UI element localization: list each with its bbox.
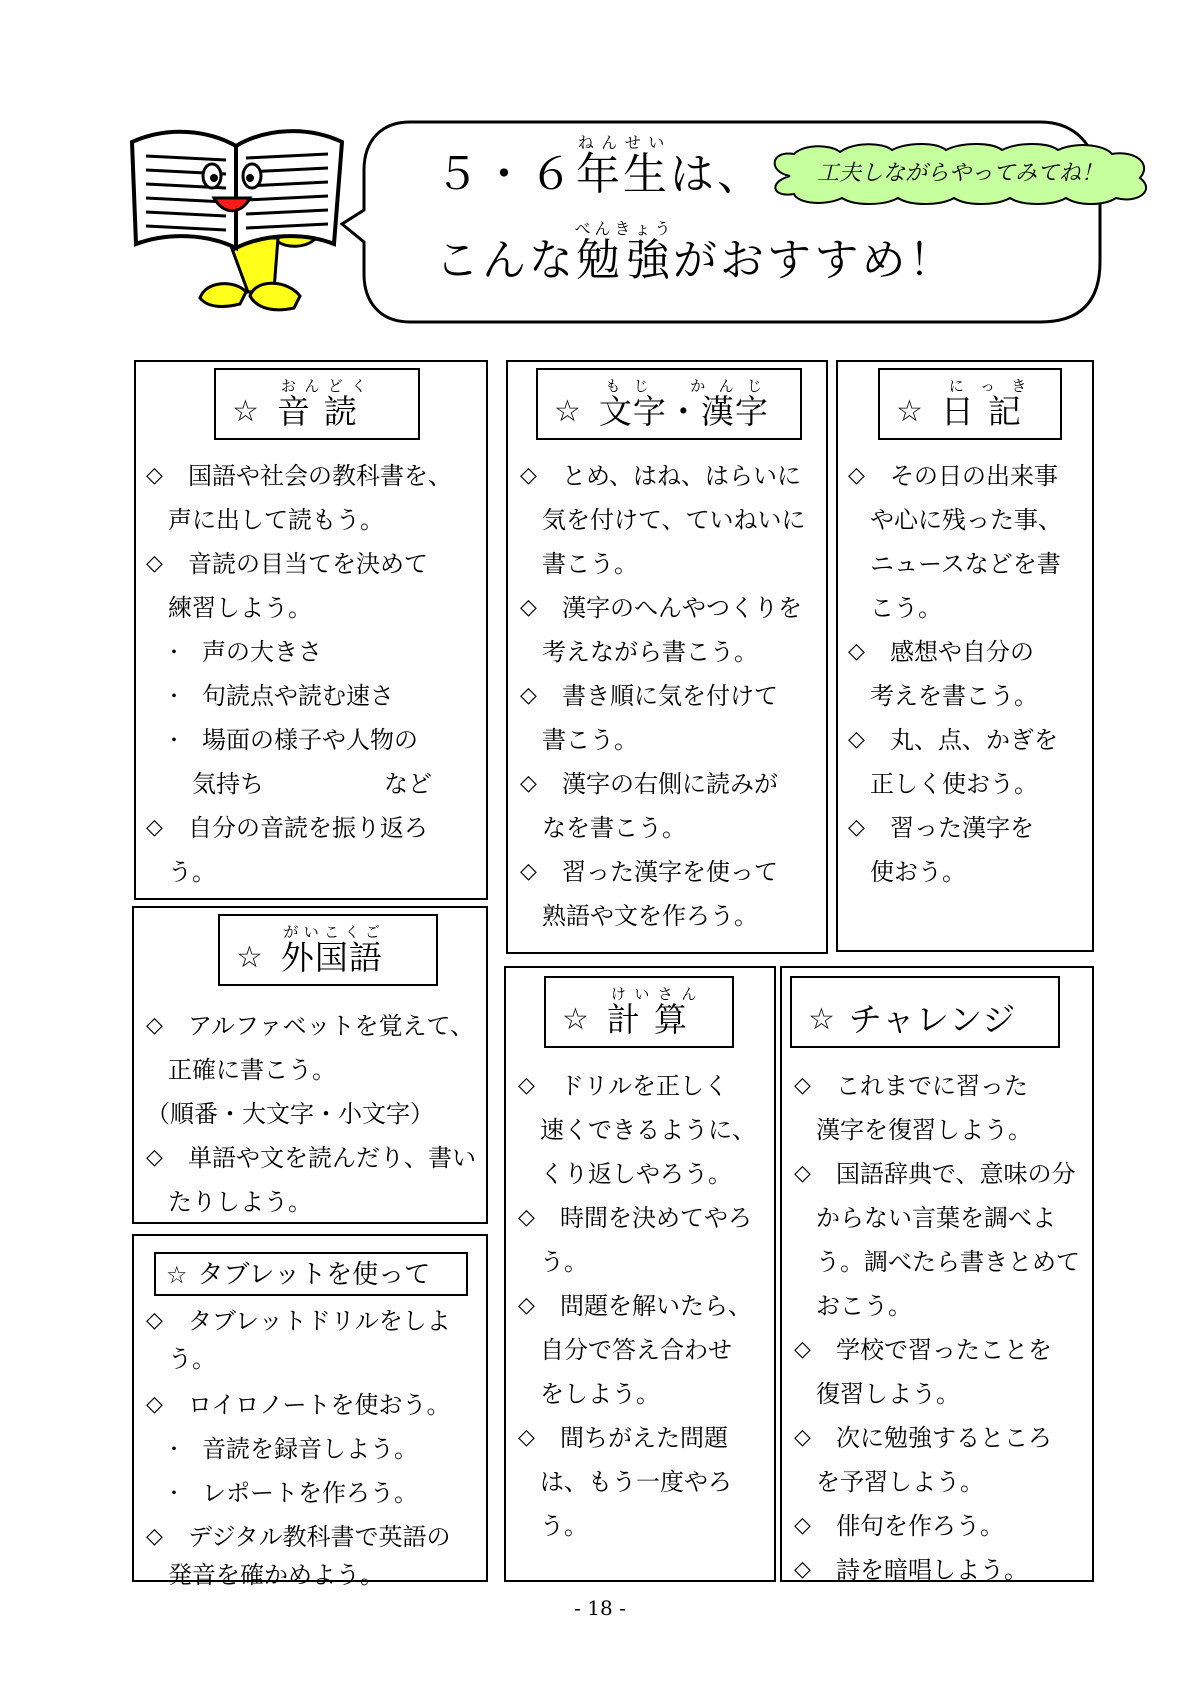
list-item-continuation: う。: [540, 1512, 588, 1540]
list-item: ◇ 国語や社会の教科書を、: [146, 454, 484, 498]
list-item: ◇ 詩を暗唱しよう。: [794, 1548, 1094, 1592]
diamond-icon: ◇: [520, 859, 537, 884]
panel-challenge: [780, 966, 1094, 1582]
diamond-icon: ◇: [794, 1337, 811, 1362]
list-item-continuation: 速くできるように、: [540, 1116, 756, 1144]
list-item-continuation: からない言葉を調べよ: [816, 1204, 1056, 1232]
panel-nikki: [836, 360, 1094, 952]
open-book-mascot-illustration: [128, 120, 368, 320]
sub-item: ・ レポートを作ろう。: [146, 1474, 488, 1512]
list-item: ◇ 自分の音読を振り返ろ: [146, 806, 484, 850]
list-item-continuation: 自分で答え合わせ: [540, 1336, 732, 1364]
panel-title: ☆ タブレットを使って: [154, 1252, 468, 1296]
list-item-continuation: なを書こう。: [542, 814, 686, 842]
panel-body: [520, 454, 826, 938]
diamond-icon: ◇: [848, 463, 865, 488]
panel-body: [146, 1302, 488, 1594]
list-item: ◇ アルファベットを覚えて、: [146, 1004, 488, 1048]
sub-item: ・ 声の大きさ: [146, 630, 484, 674]
panel-tablet: [132, 1234, 488, 1589]
sub-item: ・ 句読点や読む速さ: [146, 674, 484, 718]
panel-title: ☆ 計算けいさん: [544, 976, 734, 1048]
diamond-icon: ◇: [518, 1425, 535, 1450]
list-item: ◇ デジタル教科書で英語の: [146, 1518, 488, 1556]
list-item: ◇ 音読の目当てを決めて: [146, 542, 484, 586]
bullet-icon: ・: [164, 1481, 184, 1505]
list-item: ◇ その日の出来事: [848, 454, 1092, 498]
diamond-icon: ◇: [146, 815, 163, 840]
list-item: ◇ 俳句を作ろう。: [794, 1504, 1094, 1548]
list-item: ◇ ドリルを正しく: [518, 1064, 776, 1108]
list-item-continuation: ニュースなどを書: [870, 550, 1061, 578]
list-item-continuation: をしよう。: [540, 1380, 660, 1408]
diamond-icon: ◇: [518, 1293, 535, 1318]
diamond-icon: ◇: [794, 1425, 811, 1450]
title-line-2: こんな勉強べんきょうがおすすめ！: [435, 219, 956, 286]
star-icon: ☆: [562, 1002, 589, 1037]
sub-item: ・ 場面の様子や人物の: [146, 718, 484, 762]
diamond-icon: ◇: [848, 815, 865, 840]
list-item-continuation: 書こう。: [542, 726, 638, 754]
bullet-icon: ・: [164, 1437, 184, 1461]
diamond-icon: ◇: [146, 1013, 163, 1038]
list-item-continuation: 復習しよう。: [816, 1380, 960, 1408]
diamond-icon: ◇: [146, 463, 163, 488]
diamond-icon: ◇: [146, 551, 163, 576]
star-icon: ☆: [808, 1002, 835, 1037]
list-item: ◇ 単語や文を読んだり、書い: [146, 1136, 488, 1180]
list-item-continuation: たりしよう。: [168, 1188, 312, 1216]
list-item-continuation: を予習しよう。: [816, 1468, 984, 1496]
list-item: ◇ 漢字の右側に読みが: [520, 762, 826, 806]
diamond-icon: ◇: [146, 1524, 163, 1549]
panel-body: [518, 1064, 776, 1548]
panel-title: ☆ 文字・漢字もじ かんじ: [536, 368, 802, 440]
diamond-icon: ◇: [520, 463, 537, 488]
list-item-continuation: 気を付けて、ていねいに: [542, 506, 806, 534]
diamond-icon: ◇: [146, 1392, 163, 1417]
sub-item-continuation: 気持ち など: [192, 770, 432, 798]
list-item-continuation: や心に残った事、: [870, 506, 1062, 534]
diamond-icon: ◇: [794, 1073, 811, 1098]
list-item-continuation: 正しく使おう。: [870, 770, 1038, 798]
panel-body: [794, 1064, 1094, 1592]
panel-ondoku: [134, 360, 488, 900]
list-item: ◇ ロイロノートを使おう。: [146, 1386, 488, 1424]
diamond-icon: ◇: [520, 683, 537, 708]
list-item-continuation: おこう。: [816, 1292, 912, 1320]
diamond-icon: ◇: [520, 771, 537, 796]
list-item-continuation: 考えながら書こう。: [542, 638, 758, 666]
list-item-continuation: う。: [168, 1345, 216, 1373]
list-item-continuation: （順番・大文字・小文字）: [146, 1100, 434, 1128]
list-item-continuation: くり返しやろう。: [540, 1160, 732, 1188]
panel-title: ☆ 外国語がいこくご: [218, 914, 438, 986]
list-item: ◇ 丸、点、かぎを: [848, 718, 1092, 762]
title-line-1: ５・６年生ねんせいは、: [435, 133, 764, 200]
list-item-continuation: 練習しよう。: [168, 594, 312, 622]
star-icon: ☆: [166, 1261, 188, 1289]
panel-keisan: [504, 966, 776, 1582]
diamond-icon: ◇: [794, 1161, 811, 1186]
panel-title: ☆ 日記にっき: [878, 368, 1062, 440]
list-item: ◇ 習った漢字を使って: [520, 850, 826, 894]
star-icon: ☆: [232, 394, 259, 429]
list-item: ◇ 問題を解いたら、: [518, 1284, 776, 1328]
star-icon: ☆: [236, 940, 263, 975]
list-item: ◇ 学校で習ったことを: [794, 1328, 1094, 1372]
diamond-icon: ◇: [794, 1513, 811, 1538]
list-item: ◇ これまでに習った: [794, 1064, 1094, 1108]
bullet-icon: ・: [164, 684, 184, 708]
list-item-continuation: う。: [540, 1248, 588, 1276]
panel-moji-kanji: [506, 360, 828, 954]
list-item-continuation: 使おう。: [870, 858, 966, 886]
bullet-icon: ・: [164, 640, 184, 664]
star-icon: ☆: [554, 394, 581, 429]
panel-title: ☆ チャレンジ: [790, 976, 1060, 1048]
list-item-continuation: は、もう一度やろ: [540, 1468, 732, 1496]
list-item: ◇ タブレットドリルをしよ: [146, 1302, 488, 1340]
list-item-continuation: 考えを書こう。: [870, 682, 1038, 710]
star-icon: ☆: [896, 394, 923, 429]
panel-body: [146, 454, 484, 894]
list-item-continuation: う。: [168, 858, 216, 886]
list-item: ◇ 間ちがえた問題: [518, 1416, 776, 1460]
list-item: ◇ 時間を決めてやろ: [518, 1196, 776, 1240]
diamond-icon: ◇: [146, 1145, 163, 1170]
list-item: ◇ 書き順に気を付けて: [520, 674, 826, 718]
list-item-continuation: 漢字を復習しよう。: [816, 1116, 1032, 1144]
list-item-continuation: こう。: [870, 594, 942, 622]
panel-body: [146, 1004, 488, 1224]
panel-title: ☆ 音読おんどく: [214, 368, 420, 440]
list-item-continuation: 書こう。: [542, 550, 638, 578]
list-item: ◇ 習った漢字を: [848, 806, 1092, 850]
diamond-icon: ◇: [518, 1073, 535, 1098]
list-item: ◇ とめ、はね、はらいに: [520, 454, 826, 498]
list-item-continuation: う。調べたら書きとめて: [816, 1248, 1080, 1276]
diamond-icon: ◇: [146, 1308, 163, 1333]
diamond-icon: ◇: [848, 639, 865, 664]
list-item: ◇ 次に勉強するところ: [794, 1416, 1094, 1460]
list-item-continuation: 熟語や文を作ろう。: [542, 902, 758, 930]
list-item-continuation: 正確に書こう。: [168, 1056, 336, 1084]
list-item-continuation: 声に出して読もう。: [168, 506, 384, 534]
list-item: ◇ 漢字のへんやつくりを: [520, 586, 826, 630]
cloud-message: 工夫しながらやってみてね！: [816, 161, 1103, 186]
list-item: ◇ 国語辞典で、意味の分: [794, 1152, 1094, 1196]
list-item-continuation: 発音を確かめよう。: [168, 1561, 384, 1589]
bullet-icon: ・: [164, 728, 184, 752]
diamond-icon: ◇: [520, 595, 537, 620]
diamond-icon: ◇: [518, 1205, 535, 1230]
sub-item: ・ 音読を録音しよう。: [146, 1430, 488, 1468]
list-item: ◇ 感想や自分の: [848, 630, 1092, 674]
page-number: - 18 -: [574, 1596, 626, 1620]
diamond-icon: ◇: [794, 1557, 811, 1582]
panel-gaikokugo: [132, 906, 488, 1224]
diamond-icon: ◇: [848, 727, 865, 752]
panel-body: [848, 454, 1092, 894]
